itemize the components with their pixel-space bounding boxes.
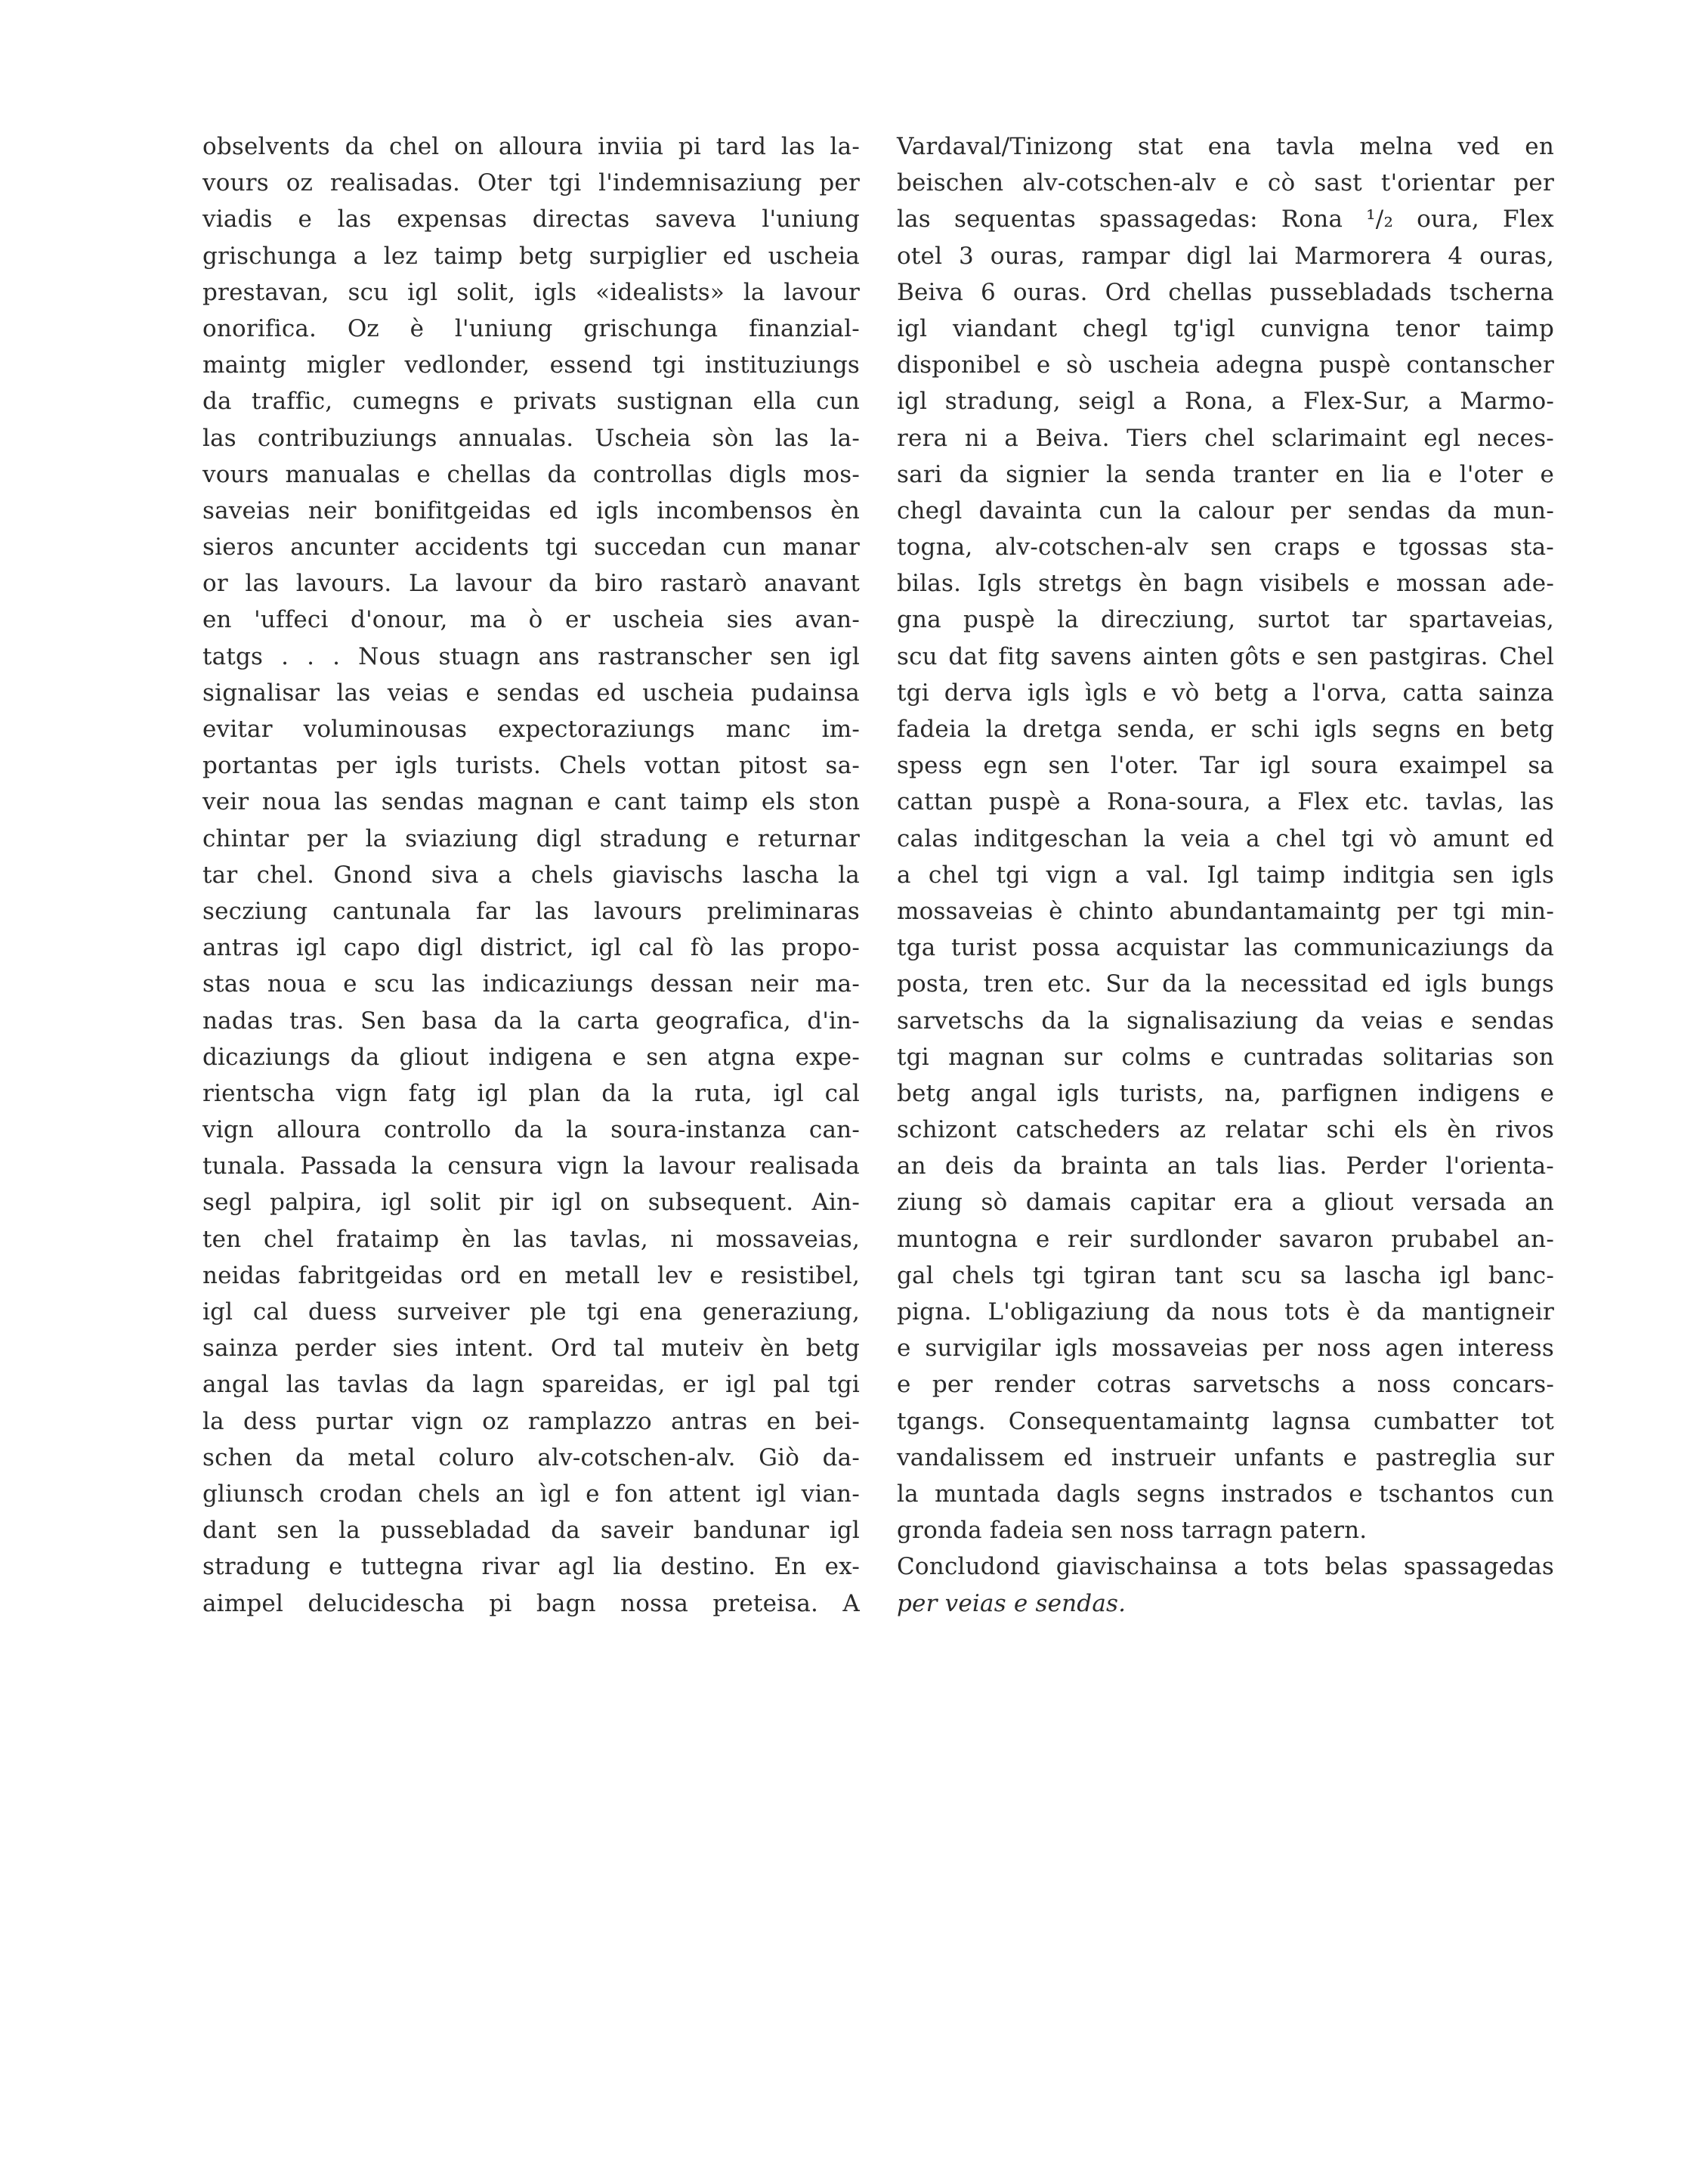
- text-line: fadeia la dretga senda, er schi igls segns en betg: [897, 716, 1554, 743]
- text-line: muntogna e reir surdlonder savaron prubabel an-: [897, 1225, 1554, 1253]
- text-line: tgi derva igls ìgls e vò betg a l'orva, catta sainza: [897, 679, 1554, 707]
- text-line: las contribuziungs annualas. Uscheia sòn las la-: [202, 424, 860, 452]
- text-line: tgangs. Consequentamaintg lagnsa cumbatter tot: [897, 1407, 1554, 1435]
- text-line: las sequentas spassagedas: Rona ¹/₂ oura, Flex: [897, 206, 1554, 234]
- text-line: secziung cantunala far las lavours preliminaras: [202, 897, 860, 925]
- text-line: disponibel e sò uscheia adegna puspè contanscher: [897, 351, 1554, 379]
- text-line: nadas tras. Sen basa da la carta geografica, d'in-: [202, 1007, 860, 1035]
- text-line: posta, tren etc. Sur da la necessitad ed igls bungs: [897, 970, 1554, 998]
- text-line: dicaziungs da gliout indigena e sen atgna expe-: [202, 1043, 860, 1071]
- text-line: Concludond giavischainsa a tots belas spassagedas: [897, 1553, 1554, 1581]
- text-line: vandalissem ed instrueir unfants e pastreglia sur: [897, 1443, 1554, 1471]
- text-line: ten chel frataimp èn las tavlas, ni mossaveias,: [202, 1225, 860, 1253]
- text-line: scu dat fitg savens ainten gôts e sen pastgiras. Chel: [897, 642, 1554, 670]
- text-line: sainza perder sies intent. Ord tal muteiv èn betg: [202, 1335, 860, 1363]
- right-text-column: [897, 128, 1554, 1622]
- text-line: da traffic, cumegns e privats sustignan ella cun: [202, 388, 860, 416]
- text-line: schizont catscheders az relatar schi els èn rivos: [897, 1116, 1554, 1144]
- text-line: onorifica. Oz è l'uniung grischunga finanzial-: [202, 314, 860, 342]
- text-line: viadis e las expensas directas saveva l'uniung: [202, 206, 860, 234]
- text-line: grischunga a lez taimp betg surpiglier ed uscheia: [202, 242, 860, 270]
- text-line: togna, alv-cotschen-alv sen craps e tgossas sta-: [897, 534, 1554, 561]
- text-line: angal las tavlas da lagn spareidas, er igl pal tgi: [202, 1371, 860, 1399]
- text-line: tunala. Passada la censura vign la lavour realisada: [202, 1152, 860, 1180]
- text-line: igl viandant chegl tg'igl cunvigna tenor taimp: [897, 314, 1554, 342]
- text-line: portantas per igls turists. Chels vottan pitost sa-: [202, 752, 860, 780]
- text-line: signalisar las veias e sendas ed uscheia pudainsa: [202, 679, 860, 707]
- text-line: an deis da brainta an tals lias. Perder l'orienta-: [897, 1152, 1554, 1180]
- text-line: segl palpira, igl solit pir igl on subsequent. Ain-: [202, 1189, 860, 1217]
- text-line: betg angal igls turists, na, parfignen indigens e: [897, 1079, 1554, 1107]
- text-line: igl cal duess surveiver ple tgi ena generaziung,: [202, 1298, 860, 1326]
- text-line: rera ni a Beiva. Tiers chel sclarimaint egl neces-: [897, 424, 1554, 452]
- text-line: stas noua e scu las indicaziungs dessan neir ma-: [202, 970, 860, 998]
- text-line: sieros ancunter accidents tgi succedan cun manar: [202, 534, 860, 561]
- closing-italic-line: per veias e sendas.: [897, 1589, 1127, 1617]
- text-line: gliunsch crodan chels an ìgl e fon attent igl vian-: [202, 1480, 860, 1508]
- text-line: spess egn sen l'oter. Tar igl soura exaimpel sa: [897, 752, 1554, 780]
- text-line: en 'uffeci d'onour, ma ò er uscheia sies avan-: [202, 606, 860, 634]
- text-line: maintg migler vedlonder, essend tgi instituziungs: [202, 351, 860, 379]
- text-line: tgi magnan sur colms e cuntradas solitarias son: [897, 1043, 1554, 1071]
- text-line: schen da metal coluro alv-cotschen-alv. Giò da-: [202, 1443, 860, 1471]
- text-line: vours oz realisadas. Oter tgi l'indemnisaziung per: [202, 169, 860, 197]
- text-line: igl stradung, seigl a Rona, a Flex-Sur, a Marmo-: [897, 388, 1554, 416]
- text-line: bilas. Igls stretgs èn bagn visibels e mossan ade-: [897, 570, 1554, 598]
- text-line: e per render cotras sarvetschs a noss concars-: [897, 1371, 1554, 1399]
- text-line: la dess purtar vign oz ramplazzo antras en bei-: [202, 1407, 860, 1435]
- text-line: la muntada dagls segns instrados e tschantos cun: [897, 1480, 1554, 1508]
- text-line: prestavan, scu igl solit, igls «idealists» la lavour: [202, 278, 860, 306]
- left-text-column: [202, 128, 860, 1622]
- text-line: tatgs . . . Nous stuagn ans rastranscher sen igl: [202, 642, 860, 670]
- text-line: gal chels tgi tgiran tant scu sa lascha igl banc-: [897, 1261, 1554, 1289]
- text-line: vign alloura controllo da la soura-instanza can-: [202, 1116, 860, 1144]
- text-line: veir noua las sendas magnan e cant taimp els ston: [202, 788, 860, 816]
- text-line: chintar per la sviaziung digl stradung e returnar: [202, 824, 860, 852]
- text-line: obselvents da chel on alloura inviia pi tard las la-: [202, 133, 860, 160]
- text-line: Beiva 6 ouras. Ord chellas pussebladads tscherna: [897, 278, 1554, 306]
- text-line: rientscha vign fatg igl plan da la ruta, igl cal: [202, 1079, 860, 1107]
- text-line: ziung sò damais capitar era a gliout versada an: [897, 1189, 1554, 1217]
- text-line: Vardaval/Tinizong stat ena tavla melna ved en: [897, 133, 1554, 160]
- text-line: tar chel. Gnond siva a chels giavischs lascha la: [202, 861, 860, 889]
- text-line: beischen alv-cotschen-alv e cò sast t'orientar per: [897, 169, 1554, 197]
- text-line: cattan puspè a Rona-soura, a Flex etc. tavlas, las: [897, 788, 1554, 816]
- text-line: a chel tgi vign a val. Igl taimp inditgia sen igls: [897, 861, 1554, 889]
- text-line: otel 3 ouras, rampar digl lai Marmorera 4 ouras,: [897, 242, 1554, 270]
- text-line: antras igl capo digl district, igl cal fò las propo-: [202, 934, 860, 962]
- text-line: e survigilar igls mossaveias per noss agen interess: [897, 1335, 1554, 1363]
- text-line: tga turist possa acquistar las communicaziungs da: [897, 934, 1554, 962]
- text-line: dant sen la pussebladad da saveir bandunar igl: [202, 1517, 860, 1545]
- text-line: evitar voluminousas expectoraziungs manc im-: [202, 716, 860, 743]
- text-line: gronda fadeia sen noss tarragn patern.: [897, 1517, 1368, 1545]
- text-line: stradung e tuttegna rivar agl lia destino. En ex-: [202, 1553, 860, 1581]
- text-line: aimpel delucidescha pi bagn nossa preteisa. A: [202, 1589, 860, 1617]
- text-line: saveias neir bonifitgeidas ed igls incombensos èn: [202, 497, 860, 524]
- text-line: or las lavours. La lavour da biro rastarò anavant: [202, 570, 860, 598]
- text-line: sari da signier la senda tranter en lia e l'oter e: [897, 460, 1554, 488]
- text-line: sarvetschs da la signalisaziung da veias e sendas: [897, 1007, 1554, 1035]
- text-line: gna puspè la direcziung, surtot tar spartaveias,: [897, 606, 1554, 634]
- text-line: calas inditgeschan la veia a chel tgi vò amunt ed: [897, 824, 1554, 852]
- text-line: mossaveias è chinto abundantamaintg per tgi min-: [897, 897, 1554, 925]
- text-line: pigna. L'obligaziung da nous tots è da mantigneir: [897, 1298, 1554, 1326]
- text-line: vours manualas e chellas da controllas digls mos-: [202, 460, 860, 488]
- text-line: neidas fabritgeidas ord en metall lev e resistibel,: [202, 1261, 860, 1289]
- text-line: chegl davainta cun la calour per sendas da mun-: [897, 497, 1554, 524]
